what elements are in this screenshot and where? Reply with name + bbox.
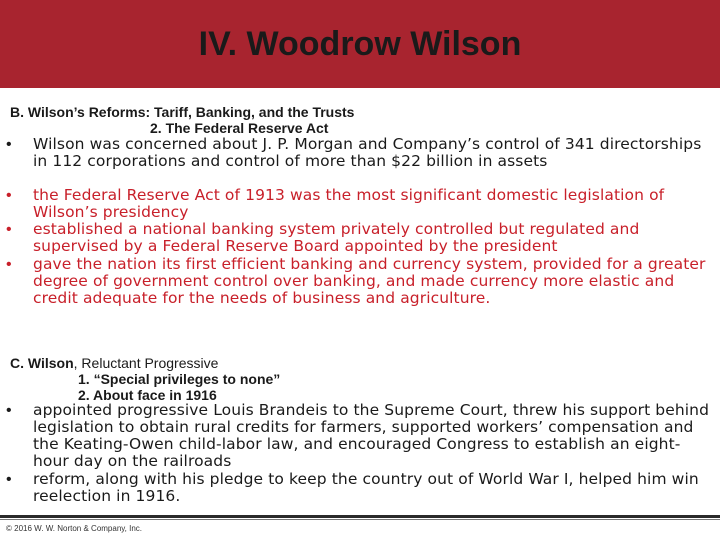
- bullet-text: Wilson was concerned about J. P. Morgan and Company’s control of 341 directorships in 112 corporations and control of more than $22 billion in assets: [33, 135, 702, 170]
- list-item: [6, 256, 712, 307]
- list-item: [6, 136, 712, 170]
- list-item: [6, 402, 712, 470]
- bullet-text: established a national banking system privately controlled but regulated and supervised by a Federal Reserve Board appointed by the president: [33, 220, 640, 255]
- section-b-subheading: 2. The Federal Reserve Act: [150, 120, 329, 136]
- bullet-icon: •: [6, 256, 12, 273]
- section-c-heading-bold: C. Wilson: [10, 355, 74, 371]
- bullet-text: reform, along with his pledge to keep the country out of World War I, helped him win reelection in 1916.: [33, 470, 699, 505]
- bullet-icon: •: [6, 187, 12, 204]
- list-item: [6, 471, 712, 505]
- section-c-heading: [10, 355, 218, 371]
- bullet-text: gave the nation its first efficient banking and currency system, provided for a greater degree of government control over banking, and made currency more elastic and credit adequate for the needs of business and agriculture.: [33, 255, 706, 307]
- bullet-icon: •: [6, 402, 12, 419]
- footer-divider: [0, 515, 720, 518]
- title-bar: [0, 0, 720, 88]
- bullet-text: appointed progressive Louis Brandeis to the Supreme Court, threw his support behind legislation to obtain rural credits for farmers, supported workers’ compensation and the Keating-Owen child-labor law, and encouraged Congress to establish an eight-hour day on the railroads: [33, 401, 710, 470]
- list-item: [6, 221, 712, 255]
- footer-divider-thin: [0, 519, 720, 520]
- copyright-footer: © 2016 W. W. Norton & Company, Inc.: [6, 524, 143, 533]
- section-b-heading: B. Wilson’s Reforms: Tariff, Banking, and the Trusts: [10, 104, 355, 120]
- bullet-icon: •: [6, 471, 12, 488]
- list-item: [6, 187, 712, 221]
- section-c-heading-rest: , Reluctant Progressive: [73, 355, 219, 371]
- slide-title: IV. Woodrow Wilson: [198, 24, 522, 63]
- section-c-sub2: 2. About face in 1916: [78, 387, 217, 403]
- section-c-sub1: 1. “Special privileges to none”: [78, 371, 281, 387]
- bullet-text: the Federal Reserve Act of 1913 was the most significant domestic legislation of Wilson’s presidency: [33, 186, 665, 221]
- bullet-icon: •: [6, 136, 12, 153]
- bullet-icon: •: [6, 221, 12, 238]
